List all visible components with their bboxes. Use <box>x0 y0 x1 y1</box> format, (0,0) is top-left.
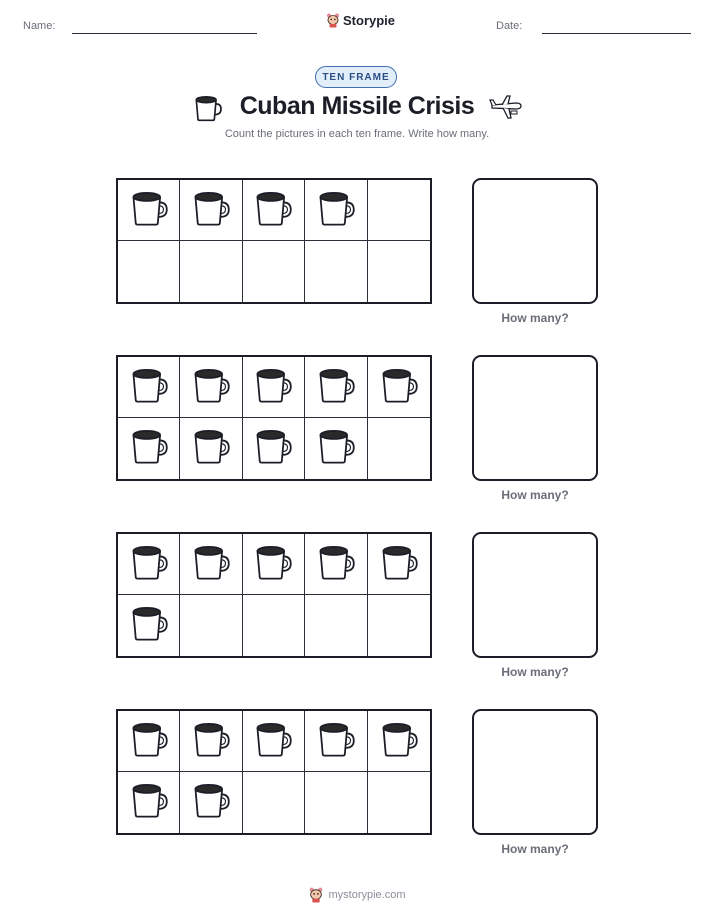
ten-frame <box>116 532 432 658</box>
mug-icon <box>253 365 293 410</box>
ten-frame-cell <box>180 357 242 418</box>
ten-frame-cell <box>180 534 242 595</box>
mug-icon <box>253 426 293 471</box>
ten-frame-cell <box>368 418 430 479</box>
ten-frame-cell <box>368 772 430 833</box>
ten-frame-cell <box>368 357 430 418</box>
ten-frame-cell <box>118 418 180 479</box>
ten-frame-badge: TEN FRAME <box>315 66 397 88</box>
ten-frame-cell <box>118 534 180 595</box>
ten-frame-cell <box>180 595 242 656</box>
mug-icon <box>191 780 231 825</box>
mug-icon <box>379 719 419 764</box>
ten-frame-cell <box>118 772 180 833</box>
ten-frame-cell <box>180 241 242 302</box>
ten-frame-cell <box>305 418 367 479</box>
ten-frame-cell <box>118 357 180 418</box>
mug-icon <box>129 603 169 648</box>
mug-icon <box>129 542 169 587</box>
mug-icon <box>129 426 169 471</box>
ten-frame-cell <box>180 180 242 241</box>
ten-frame-cell <box>118 711 180 772</box>
ten-frame-cell <box>180 711 242 772</box>
date-label: Date: <box>496 20 523 32</box>
answer-box[interactable] <box>472 532 598 658</box>
ten-frame-cell <box>305 711 367 772</box>
ten-frame-cell <box>368 711 430 772</box>
mug-icon <box>191 365 231 410</box>
footer <box>0 886 714 903</box>
ten-frame <box>116 709 432 835</box>
how-many-label: How many? <box>501 842 569 856</box>
ten-frame-cell <box>180 418 242 479</box>
mug-icon <box>191 542 231 587</box>
ten-frame <box>116 355 432 481</box>
footer-url[interactable]: mystorypie.com <box>328 888 406 901</box>
ten-frame-cell <box>243 772 305 833</box>
mug-icon <box>253 542 293 587</box>
ten-frame-cell <box>305 241 367 302</box>
mug-icon <box>316 542 356 587</box>
mug-icon <box>379 542 419 587</box>
ten-frame-cell <box>368 180 430 241</box>
mug-icon <box>129 365 169 410</box>
mug-icon <box>316 719 356 764</box>
ten-frame-cell <box>305 595 367 656</box>
mug-icon <box>316 188 356 233</box>
ten-frame-cell <box>243 180 305 241</box>
ten-frame-cell <box>118 180 180 241</box>
page-title: Cuban Missile Crisis <box>239 92 475 120</box>
mug-icon <box>316 365 356 410</box>
instructions: Count the pictures in each ten frame. Write how many. <box>224 128 490 140</box>
ten-frame-cell <box>243 241 305 302</box>
mascot-icon <box>326 12 340 28</box>
ten-frame-cell <box>243 357 305 418</box>
ten-frame-cell <box>305 180 367 241</box>
ten-frame <box>116 178 432 304</box>
ten-frame-cell <box>305 357 367 418</box>
ten-frame-cell <box>243 711 305 772</box>
mug-icon <box>379 365 419 410</box>
mug-icon <box>191 719 231 764</box>
mug-icon <box>253 719 293 764</box>
brand-name: Storypie <box>343 12 396 28</box>
date-line[interactable] <box>542 33 691 34</box>
mug-icon <box>129 719 169 764</box>
mascot-icon <box>308 886 324 903</box>
name-label: Name: <box>23 20 56 32</box>
how-many-label: How many? <box>501 311 569 325</box>
airplane-icon <box>489 93 523 126</box>
how-many-label: How many? <box>501 665 569 679</box>
mug-icon <box>129 188 169 233</box>
ten-frame-cell <box>118 595 180 656</box>
ten-frame-cell <box>368 241 430 302</box>
answer-box[interactable] <box>472 178 598 304</box>
ten-frame-cell <box>243 418 305 479</box>
mug-icon <box>129 780 169 825</box>
ten-frame-cell <box>243 534 305 595</box>
mug-icon <box>253 188 293 233</box>
ten-frame-cell <box>368 595 430 656</box>
answer-box[interactable] <box>472 709 598 835</box>
ten-frame-cell <box>305 772 367 833</box>
ten-frame-cell <box>118 241 180 302</box>
answer-box[interactable] <box>472 355 598 481</box>
how-many-label: How many? <box>501 488 569 502</box>
mug-icon <box>316 426 356 471</box>
ten-frame-cell <box>305 534 367 595</box>
mug-icon <box>191 188 231 233</box>
mug-icon <box>191 426 231 471</box>
ten-frame-cell <box>368 534 430 595</box>
brand-logo <box>326 12 395 28</box>
ten-frame-cell <box>243 595 305 656</box>
ten-frame-cell <box>180 772 242 833</box>
name-line[interactable] <box>72 33 257 34</box>
